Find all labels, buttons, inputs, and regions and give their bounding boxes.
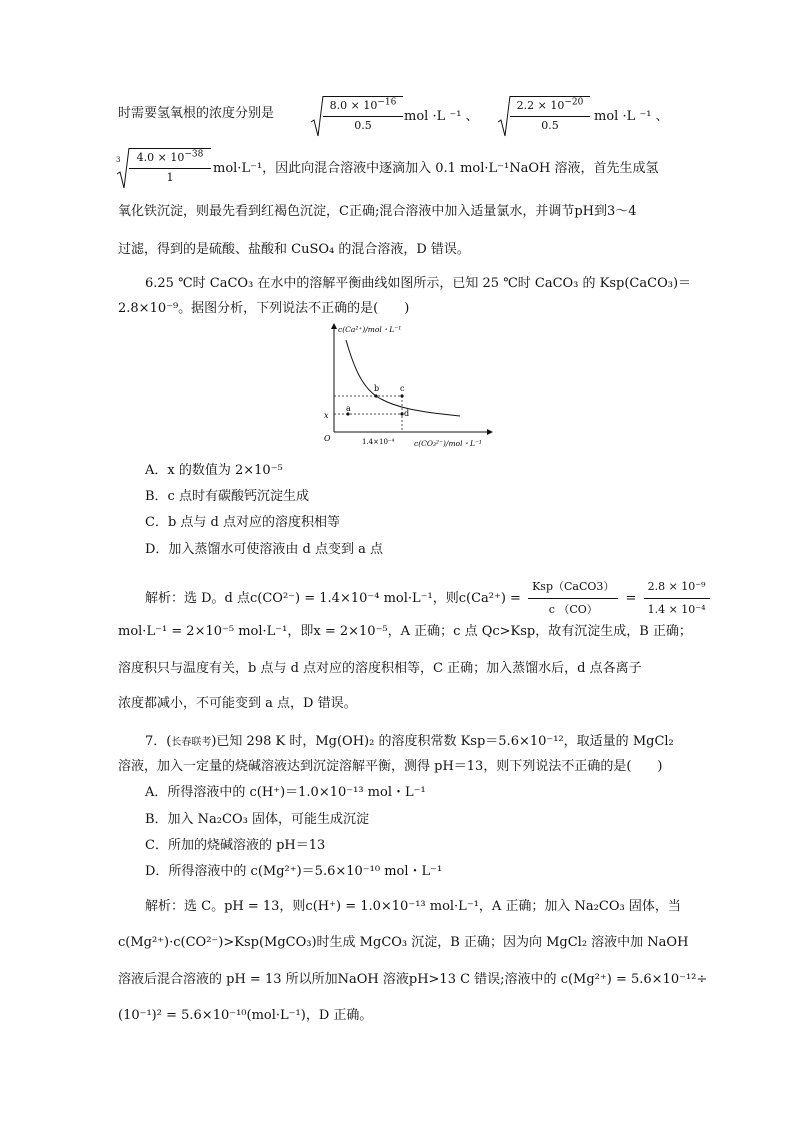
q7-solution-line1: 解析：选 C。pH = 13，则c(H⁺) = 1.0×10⁻¹³ mol·L⁻¹，A 正确；加入 Na₂CO₃ 固体，当 (145, 899, 681, 914)
q6-solution-line2: mol·L⁻¹ = 2×10⁻⁵ mol·L⁻¹，即x = 2×10⁻⁵，A 正确；c 点 Qc>Ksp，故有沉淀生成，B 正确； (118, 624, 692, 639)
point-d-label: d (404, 409, 410, 418)
q6-solution-line3: 溶度积只与温度有关，b 点与 d 点对应的溶度积相等，C 正确；加入蒸馏水后，d 点各离子 (118, 661, 642, 676)
text-line: 过滤，得到的是硫酸、盐酸和 CuSO₄ 的混合溶液，D 错误。 (118, 242, 470, 257)
radical-fraction: $2.2 \times 10^{-20}$ 0.5 (510, 96, 590, 135)
q7-option-c: C．所加的烧碱溶液的 pH＝13 (145, 838, 326, 853)
q6-solution-line1: 解析：选 D。d 点c(CO²⁻) = 1.4×10⁻⁴ mol·L⁻¹，则c(Ca²⁺) = $\frac{\text{Ksp（CaCO3）}}{c (CO)}$ = $\frac{\text{2.8 × 10⁻⁹}}{\text{1.4 × 10⁻⁴}}$ (145, 577, 713, 620)
q6-option-d: D．加入蒸馏水可使溶液由 d 点变到 a 点 (145, 542, 384, 557)
q7-option-a: A．所得溶液中的 c(H⁺)＝1.0×10⁻¹³ mol・L⁻¹ (145, 785, 426, 800)
unit-1: mol ·L ⁻¹ 、 (404, 109, 479, 124)
radical-sign (116, 146, 130, 190)
radical-fraction: $4.0 \times 10^{-38}$ 1 (129, 148, 211, 187)
fraction-ksp: $\frac{\text{Ksp（CaCO3）}}{c (CO)}$ (528, 577, 618, 620)
point-b (374, 394, 377, 397)
fraction-values: $\frac{\text{2.8 × 10⁻⁹}}{\text{1.4 × 10⁻⁴}}$ (644, 577, 710, 620)
q6-option-a: A．x 的数值为 2×10⁻⁵ (145, 463, 283, 478)
point-a-label: a (346, 404, 351, 413)
q7-stem-line1: 7．(长春联考)已知 298 K 时，Mg(OH)₂ 的溶度积常数 Ksp＝5.6×10⁻¹²，取适量的 MgCl₂ (145, 734, 674, 749)
q6-solution-line4: 浓度都减小，不可能变到 a 点，D 错误。 (118, 696, 357, 711)
q7-option-d: D．所得溶液中的 c(Mg²⁺)＝5.6×10⁻¹⁰ mol・L⁻¹ (145, 864, 443, 879)
source-tag: 长春联考 (171, 737, 212, 748)
origin-label: O (324, 434, 331, 443)
text-line (118, 104, 274, 124)
text-segment: 时需要氢氧根的浓度分别是 (118, 106, 275, 121)
radical-fraction: $8.0 \times 10^{-16}$ 0.5 (323, 96, 403, 135)
q6-option-c: C．b 点与 d 点对应的溶度积相等 (145, 515, 340, 530)
solubility-curve (346, 340, 460, 416)
radical-sign (497, 94, 511, 138)
x-tick-label: 1.4×10⁻⁴ (362, 438, 395, 446)
text-line: 氧化铁沉淀，则最先看到红褐色沉淀，C正确;混合溶液中加入适量氯水，并调节pH到3～4 (118, 204, 637, 219)
y-tick-label: x (324, 411, 329, 420)
q6-stem-line1: 6.25 ℃时 CaCO₃ 在水中的溶解平衡曲线如图所示，已知 25 ℃时 CaCO₃ 的 Ksp(CaCO₃)＝ (145, 276, 692, 291)
point-c-label: c (400, 384, 405, 393)
q7-solution-line4: (10⁻¹)² = 5.6×10⁻¹⁰(mol·L⁻¹)，D 正确。 (118, 1008, 373, 1023)
radical-1 (310, 94, 400, 138)
q7-option-b: B．加入 Na₂CO₃ 固体，可能生成沉淀 (145, 812, 369, 827)
q7-solution-line2: c(Mg²⁺)·c(CO²⁻)>Ksp(MgCO₃)时生成 MgCO₃ 沉淀，B 正确；因为向 MgCl₂ 溶液中加 NaOH (118, 935, 689, 950)
point-b-label: b (374, 384, 380, 393)
q7-stem-line2: 溶液，加入一定量的烧碱溶液达到沉淀溶解平衡，测得 pH＝13，则下列说法不正确的是( ) (118, 759, 663, 774)
radical-3: 3 $4.0 \times 10^{-38}$ 1 (116, 146, 216, 190)
solubility-curve-chart (310, 320, 510, 455)
radical-sign (310, 94, 324, 138)
radical-2 (497, 94, 592, 138)
q7-solution-line3: 溶液后混合溶液的 pH = 13 所以所加NaOH 溶液pH>13 C 错误;溶液中的 c(Mg²⁺) = 5.6×10⁻¹²÷ (118, 972, 708, 987)
x-axis-label: c(CO₃²⁻)/mol・L⁻¹ (414, 439, 482, 448)
unit-2: mol ·L ⁻¹ 、 (594, 109, 669, 124)
y-axis-label: c(Ca²⁺)/mol・L⁻¹ (338, 325, 402, 334)
point-c (400, 394, 403, 397)
text-line: mol·L⁻¹，因此向混合溶液中逐滴加入 0.1 mol·L⁻¹NaOH 溶液，首先生成氢 (213, 161, 659, 176)
q6-option-b: B．c 点时有碳酸钙沉淀生成 (145, 489, 309, 504)
q6-stem-line2: 2.8×10⁻⁹。据图分析，下列说法不正确的是( ) (118, 301, 410, 316)
